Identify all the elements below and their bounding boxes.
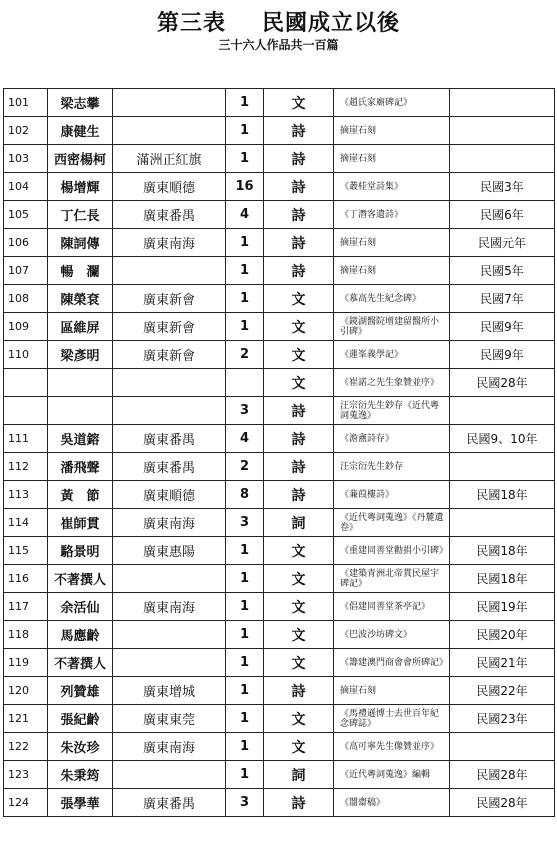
cell-source: 摘崖石刻 (334, 677, 450, 705)
table-row (4, 789, 555, 817)
cell-number (4, 397, 48, 425)
cell-origin: 廣東南海 (113, 509, 226, 537)
cell-count: 2 (226, 341, 264, 369)
cell-genre: 文 (264, 733, 334, 761)
cell-genre: 詩 (264, 789, 334, 817)
table-row (4, 733, 555, 761)
cell-genre: 詩 (264, 145, 334, 173)
cell-author-name: 丁仁長 (48, 201, 113, 229)
cell-source: 《馬禮遜博士去世百年紀念碑誌》 (334, 705, 450, 733)
cell-number: 109 (4, 313, 48, 341)
table-row (4, 565, 555, 593)
cell-origin (113, 649, 226, 677)
cell-source: 《巴波沙坊碑文》 (334, 621, 450, 649)
cell-source: 《近代粵詞蒐逸》編輯 (334, 761, 450, 789)
cell-count: 1 (226, 733, 264, 761)
cell-author-name: 張紀齡 (48, 705, 113, 733)
cell-year: 民國3年 (450, 173, 555, 201)
cell-number: 110 (4, 341, 48, 369)
cell-author-name: 余活仙 (48, 593, 113, 621)
cell-year: 民國28年 (450, 761, 555, 789)
cell-author-name: 潘飛聲 (48, 453, 113, 481)
table-row (4, 425, 555, 453)
cell-source: 《澹盦詩存》 (334, 425, 450, 453)
cell-author-name: 馬應齡 (48, 621, 113, 649)
cell-genre: 詩 (264, 201, 334, 229)
cell-origin (113, 89, 226, 117)
table-row (4, 397, 555, 425)
authors-table (3, 88, 555, 817)
cell-origin: 廣東番禺 (113, 201, 226, 229)
cell-author-name: 陳詞傳 (48, 229, 113, 257)
cell-year: 民國23年 (450, 705, 555, 733)
cell-number: 101 (4, 89, 48, 117)
table-row (4, 117, 555, 145)
cell-source: 《鏡湖醫院增建留醫所小引碑》 (334, 313, 450, 341)
cell-year (450, 453, 555, 481)
cell-number: 121 (4, 705, 48, 733)
cell-origin: 廣東東莞 (113, 705, 226, 733)
cell-source: 《闇齋稿》 (334, 789, 450, 817)
cell-number: 105 (4, 201, 48, 229)
cell-year: 民國元年 (450, 229, 555, 257)
cell-number: 122 (4, 733, 48, 761)
cell-author-name: 不著撰人 (48, 649, 113, 677)
cell-source: 摘崖石刻 (334, 229, 450, 257)
table-row (4, 453, 555, 481)
cell-year: 民國18年 (450, 537, 555, 565)
cell-genre: 詞 (264, 509, 334, 537)
cell-number (4, 369, 48, 397)
cell-count: 3 (226, 789, 264, 817)
cell-year (450, 89, 555, 117)
cell-author-name: 列贊雄 (48, 677, 113, 705)
cell-origin (113, 117, 226, 145)
cell-genre: 文 (264, 621, 334, 649)
table-row (4, 369, 555, 397)
cell-origin: 廣東番禺 (113, 453, 226, 481)
cell-origin (113, 621, 226, 649)
cell-genre: 詩 (264, 257, 334, 285)
cell-source: 《籌建澳門商會會所碑記》 (334, 649, 450, 677)
cell-count: 1 (226, 649, 264, 677)
cell-count: 2 (226, 453, 264, 481)
cell-source: 汪宗衍先生鈔存《近代粵詞蒐逸》 (334, 397, 450, 425)
cell-year (450, 733, 555, 761)
table-row (4, 285, 555, 313)
cell-author-name: 暢 瀾 (48, 257, 113, 285)
cell-count: 1 (226, 705, 264, 733)
cell-number: 117 (4, 593, 48, 621)
cell-number: 111 (4, 425, 48, 453)
cell-source: 《近代粵詞蒐逸》《丹麓遺卷》 (334, 509, 450, 537)
cell-genre: 文 (264, 537, 334, 565)
cell-author-name: 吳道鎔 (48, 425, 113, 453)
table-row (4, 593, 555, 621)
table-row (4, 145, 555, 173)
cell-genre: 文 (264, 341, 334, 369)
cell-author-name: 不著撰人 (48, 565, 113, 593)
cell-source: 《趙氏家廟碑記》 (334, 89, 450, 117)
cell-source: 汪宗衍先生鈔存 (334, 453, 450, 481)
cell-number: 118 (4, 621, 48, 649)
cell-year: 民國28年 (450, 369, 555, 397)
cell-count: 1 (226, 229, 264, 257)
cell-genre: 文 (264, 313, 334, 341)
cell-number: 107 (4, 257, 48, 285)
cell-origin (113, 761, 226, 789)
cell-author-name: 西密楊柯 (48, 145, 113, 173)
cell-count: 1 (226, 89, 264, 117)
cell-count: 1 (226, 565, 264, 593)
cell-author-name: 楊增輝 (48, 173, 113, 201)
cell-count: 1 (226, 537, 264, 565)
cell-year (450, 117, 555, 145)
cell-origin: 廣東新會 (113, 285, 226, 313)
cell-number: 102 (4, 117, 48, 145)
cell-count: 1 (226, 593, 264, 621)
table-row (4, 89, 555, 117)
cell-source: 《高可寧先生像贊並序》 (334, 733, 450, 761)
cell-year: 民國19年 (450, 593, 555, 621)
cell-origin: 滿洲正紅旗 (113, 145, 226, 173)
cell-origin (113, 397, 226, 425)
cell-count: 8 (226, 481, 264, 509)
cell-author-name: 朱汝珍 (48, 733, 113, 761)
cell-genre: 文 (264, 89, 334, 117)
cell-genre: 文 (264, 649, 334, 677)
cell-year: 民國9、10年 (450, 425, 555, 453)
cell-genre: 詩 (264, 397, 334, 425)
cell-count: 1 (226, 761, 264, 789)
table-row (4, 705, 555, 733)
cell-source: 《崔諾之先生象贊並序》 (334, 369, 450, 397)
cell-count: 3 (226, 509, 264, 537)
cell-source: 《慕高先生紀念碑》 (334, 285, 450, 313)
cell-source: 摘崖石刻 (334, 117, 450, 145)
cell-year: 民國18年 (450, 481, 555, 509)
cell-year: 民國18年 (450, 565, 555, 593)
cell-origin: 廣東南海 (113, 733, 226, 761)
table-row (4, 509, 555, 537)
cell-year (450, 145, 555, 173)
table-row (4, 313, 555, 341)
page-subtitle: 三十六人作品共一百篇 (218, 38, 339, 52)
cell-count: 1 (226, 313, 264, 341)
cell-author-name: 黃 節 (48, 481, 113, 509)
cell-number: 104 (4, 173, 48, 201)
cell-number: 114 (4, 509, 48, 537)
cell-count: 1 (226, 257, 264, 285)
cell-year: 民國9年 (450, 341, 555, 369)
cell-author-name: 梁志攀 (48, 89, 113, 117)
cell-origin: 廣東惠陽 (113, 537, 226, 565)
page-title (0, 6, 557, 37)
cell-genre: 文 (264, 593, 334, 621)
cell-count: 3 (226, 397, 264, 425)
table-row (4, 761, 555, 789)
cell-number: 115 (4, 537, 48, 565)
cell-genre: 詩 (264, 453, 334, 481)
cell-number: 112 (4, 453, 48, 481)
cell-author-name: 崔師貫 (48, 509, 113, 537)
cell-number: 113 (4, 481, 48, 509)
cell-number: 119 (4, 649, 48, 677)
table-row (4, 537, 555, 565)
table-row (4, 173, 555, 201)
cell-author-name: 梁彥明 (48, 341, 113, 369)
cell-count: 16 (226, 173, 264, 201)
cell-count: 1 (226, 677, 264, 705)
cell-origin: 廣東順德 (113, 173, 226, 201)
cell-origin: 廣東番禺 (113, 789, 226, 817)
cell-count: 1 (226, 145, 264, 173)
cell-source: 《叢桂堂詩集》 (334, 173, 450, 201)
table-row (4, 481, 555, 509)
cell-count: 1 (226, 285, 264, 313)
table-row (4, 649, 555, 677)
cell-source: 《丁潛客遺詩》 (334, 201, 450, 229)
cell-origin: 廣東南海 (113, 593, 226, 621)
cell-source: 《建築青洲北帝貫民屋宇碑記》 (334, 565, 450, 593)
cell-genre: 詩 (264, 481, 334, 509)
cell-origin (113, 369, 226, 397)
table-row (4, 257, 555, 285)
cell-year: 民國9年 (450, 313, 555, 341)
cell-author-name: 張學華 (48, 789, 113, 817)
cell-author-name (48, 369, 113, 397)
cell-genre: 詩 (264, 117, 334, 145)
cell-genre: 詞 (264, 761, 334, 789)
cell-origin: 廣東增城 (113, 677, 226, 705)
table-title: 民國成立以後 (262, 11, 401, 36)
cell-genre: 詩 (264, 677, 334, 705)
cell-origin: 廣東南海 (113, 229, 226, 257)
table-number: 第三表 (156, 11, 226, 36)
cell-source: 《重建同善堂勸捐小引碑》 (334, 537, 450, 565)
cell-genre: 文 (264, 565, 334, 593)
cell-number: 106 (4, 229, 48, 257)
cell-source: 《倡建同善堂茶亭記》 (334, 593, 450, 621)
cell-author-name (48, 397, 113, 425)
table-row (4, 677, 555, 705)
cell-author-name: 區維屏 (48, 313, 113, 341)
table-row (4, 621, 555, 649)
cell-source: 摘崖石刻 (334, 257, 450, 285)
cell-count: 4 (226, 201, 264, 229)
cell-author-name: 朱秉筠 (48, 761, 113, 789)
cell-genre: 詩 (264, 229, 334, 257)
cell-year: 民國28年 (450, 789, 555, 817)
cell-author-name: 康健生 (48, 117, 113, 145)
cell-year (450, 397, 555, 425)
cell-genre: 文 (264, 705, 334, 733)
cell-genre: 文 (264, 369, 334, 397)
cell-year: 民國21年 (450, 649, 555, 677)
cell-origin: 廣東新會 (113, 341, 226, 369)
cell-number: 103 (4, 145, 48, 173)
cell-number: 108 (4, 285, 48, 313)
cell-source: 摘崖石刻 (334, 145, 450, 173)
cell-genre: 詩 (264, 173, 334, 201)
cell-number: 120 (4, 677, 48, 705)
cell-count: 4 (226, 425, 264, 453)
cell-source: 《蒹葭樓詩》 (334, 481, 450, 509)
cell-count (226, 369, 264, 397)
cell-author-name: 駱景明 (48, 537, 113, 565)
cell-author-name: 陳榮袞 (48, 285, 113, 313)
table-row (4, 341, 555, 369)
cell-origin: 廣東番禺 (113, 425, 226, 453)
cell-year (450, 509, 555, 537)
cell-count: 1 (226, 117, 264, 145)
cell-year: 民國6年 (450, 201, 555, 229)
cell-origin: 廣東新會 (113, 313, 226, 341)
cell-number: 116 (4, 565, 48, 593)
cell-genre: 文 (264, 285, 334, 313)
cell-year: 民國5年 (450, 257, 555, 285)
cell-origin: 廣東順德 (113, 481, 226, 509)
cell-count: 1 (226, 621, 264, 649)
cell-source: 《蓮峯義學記》 (334, 341, 450, 369)
cell-number: 123 (4, 761, 48, 789)
cell-genre: 詩 (264, 425, 334, 453)
cell-year: 民國22年 (450, 677, 555, 705)
cell-number: 124 (4, 789, 48, 817)
table-row (4, 229, 555, 257)
table-row (4, 201, 555, 229)
cell-origin (113, 565, 226, 593)
cell-origin (113, 257, 226, 285)
cell-year: 民國20年 (450, 621, 555, 649)
cell-year: 民國7年 (450, 285, 555, 313)
